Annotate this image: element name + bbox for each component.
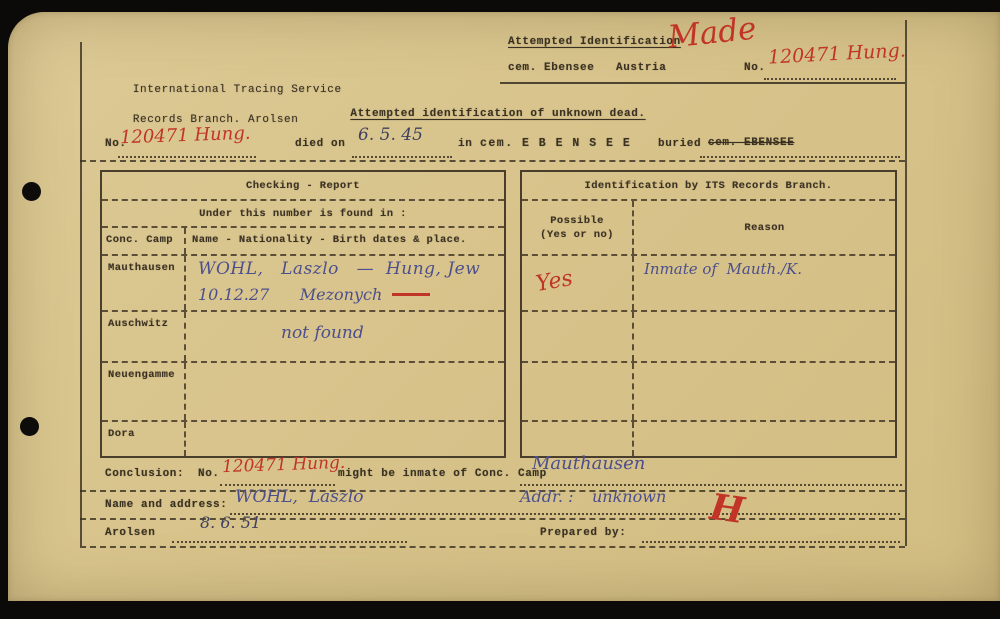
reason-header: Reason <box>744 221 785 234</box>
its-header-row <box>522 172 895 201</box>
stamp-block-rule <box>500 82 905 84</box>
its-header: Identification by ITS Records Branch. <box>584 179 833 192</box>
possible-cell <box>522 422 634 456</box>
reason-column-header-cell <box>634 201 895 254</box>
camp-name: Auschwitz <box>108 318 169 330</box>
name-cell <box>186 312 504 361</box>
details-no-dots <box>118 156 256 158</box>
date-handwriting: 8. 6. 51 <box>200 513 262 532</box>
in-label: in <box>458 138 473 150</box>
addr-label-handwriting: Addr. : <box>520 487 574 506</box>
entry-line1: WOHL, Laszlo — Hung, Jew <box>198 259 481 279</box>
checker-initial-handwriting: H <box>707 485 747 533</box>
camp-name: Mauthausen <box>108 262 176 274</box>
date-dots <box>172 541 407 543</box>
place-date-row <box>80 513 905 548</box>
its-row-auschwitz <box>522 312 895 363</box>
died-on-label: died on <box>295 138 346 150</box>
stamp-result-handwriting: Made <box>666 10 759 56</box>
card-no-dotted-line <box>764 78 896 80</box>
table-row-mauthausen <box>102 256 504 312</box>
table-row-dora <box>102 422 504 456</box>
its-row-dora <box>522 422 895 456</box>
card-no-handwriting: 120471 Hung. <box>767 39 907 69</box>
punch-hole-bottom <box>20 417 39 436</box>
possible-handwriting: Yes <box>534 265 575 298</box>
name-address-label: Name and address: <box>105 499 228 511</box>
reason-cell <box>634 422 895 456</box>
entry-line2 <box>198 286 430 304</box>
name-cell <box>186 363 504 420</box>
name-column-header-cell <box>186 228 504 254</box>
details-row <box>80 122 905 160</box>
camp-cell <box>102 256 186 310</box>
entry-line1: not found <box>281 323 364 343</box>
camp-column-header-cell <box>102 228 186 254</box>
name-cell <box>186 422 504 456</box>
conclusion-dots <box>520 484 902 486</box>
possible-cell <box>522 363 634 420</box>
details-no-handwriting: 120471 Hung. <box>119 122 251 149</box>
org-line1: International Tracing Service <box>132 84 342 96</box>
addr-value-handwriting: unknown <box>592 487 667 506</box>
conclusion-label: Conclusion: <box>105 468 185 480</box>
conclusion-camp-handwriting: Mauthausen <box>532 453 646 474</box>
details-underline <box>80 160 905 162</box>
possible-header-line2: (Yes or no) <box>540 228 614 241</box>
its-identification-table <box>520 170 897 458</box>
index-card <box>8 12 1000 601</box>
reason-cell <box>634 363 895 420</box>
place-label: Arolsen <box>105 527 156 539</box>
org-line2: Records Branch. Arolsen <box>132 114 299 126</box>
under-number-row <box>102 201 504 228</box>
buried-label: buried <box>658 138 702 150</box>
checking-report-header: Checking - Report <box>246 179 360 192</box>
in-value-typed: cem. E B E N S E E <box>480 137 632 150</box>
stamp-label: Attempted Identification <box>508 36 681 48</box>
prepared-by-label: Prepared by: <box>540 527 627 539</box>
right-column-header-row <box>522 201 895 256</box>
possible-header-line1: Possible <box>550 214 604 227</box>
died-on-handwriting: 6. 5. 45 <box>358 125 423 145</box>
checking-report-table <box>100 170 506 458</box>
reason-cell <box>634 312 895 361</box>
entry-line2-text: 10.12.27 Mezonych <box>198 285 383 304</box>
right-margin-line <box>905 20 907 546</box>
name-cell <box>186 256 504 310</box>
form-title: Attempted identification of unknown dead. <box>350 108 646 120</box>
camp-column-header: Conc. Camp <box>106 234 174 246</box>
conclusion-no-dots <box>220 484 335 486</box>
died-on-dots <box>352 156 452 158</box>
table-row-neuengamme <box>102 363 504 422</box>
card-no-label: No. <box>744 62 766 74</box>
left-column-header-row <box>102 228 504 256</box>
details-no-label: No. <box>105 138 127 150</box>
reason-cell <box>634 256 895 310</box>
its-row-mauthausen <box>522 256 895 312</box>
conclusion-no-label: No. <box>198 468 220 480</box>
camp-cell <box>102 422 186 456</box>
its-row-neuengamme <box>522 363 895 422</box>
camp-name: Neuengamme <box>108 369 176 381</box>
table-row-auschwitz <box>102 312 504 363</box>
camp-cell <box>102 312 186 361</box>
punch-hole-top <box>22 182 41 201</box>
possible-column-header-cell <box>522 201 634 254</box>
name-column-header: Name - Nationality - Birth dates & place. <box>192 234 467 246</box>
possible-cell <box>522 256 634 310</box>
conclusion-no-handwriting: 120471 Hung. <box>221 452 346 478</box>
reason-handwriting: Inmate of Mauth./K. <box>644 260 802 278</box>
camp-cell <box>102 363 186 420</box>
checking-report-header-row <box>102 172 504 201</box>
buried-dots <box>700 156 900 158</box>
prepared-by-dots <box>642 541 900 543</box>
possible-cell <box>522 312 634 361</box>
red-underline-mark <box>392 293 430 296</box>
camp-name: Dora <box>108 428 135 440</box>
buried-value-typed: cem. EBENSEE <box>708 137 795 149</box>
cemetery-line: cem. Ebensee Austria <box>508 62 667 74</box>
under-number-label: Under this number is found in : <box>199 207 407 220</box>
name-handwriting: WOHL, Laszlo <box>235 487 364 507</box>
name-address-dots <box>230 513 900 515</box>
conclusion-text: might be inmate of Conc. Camp <box>338 468 547 480</box>
conclusion-row <box>80 452 905 492</box>
